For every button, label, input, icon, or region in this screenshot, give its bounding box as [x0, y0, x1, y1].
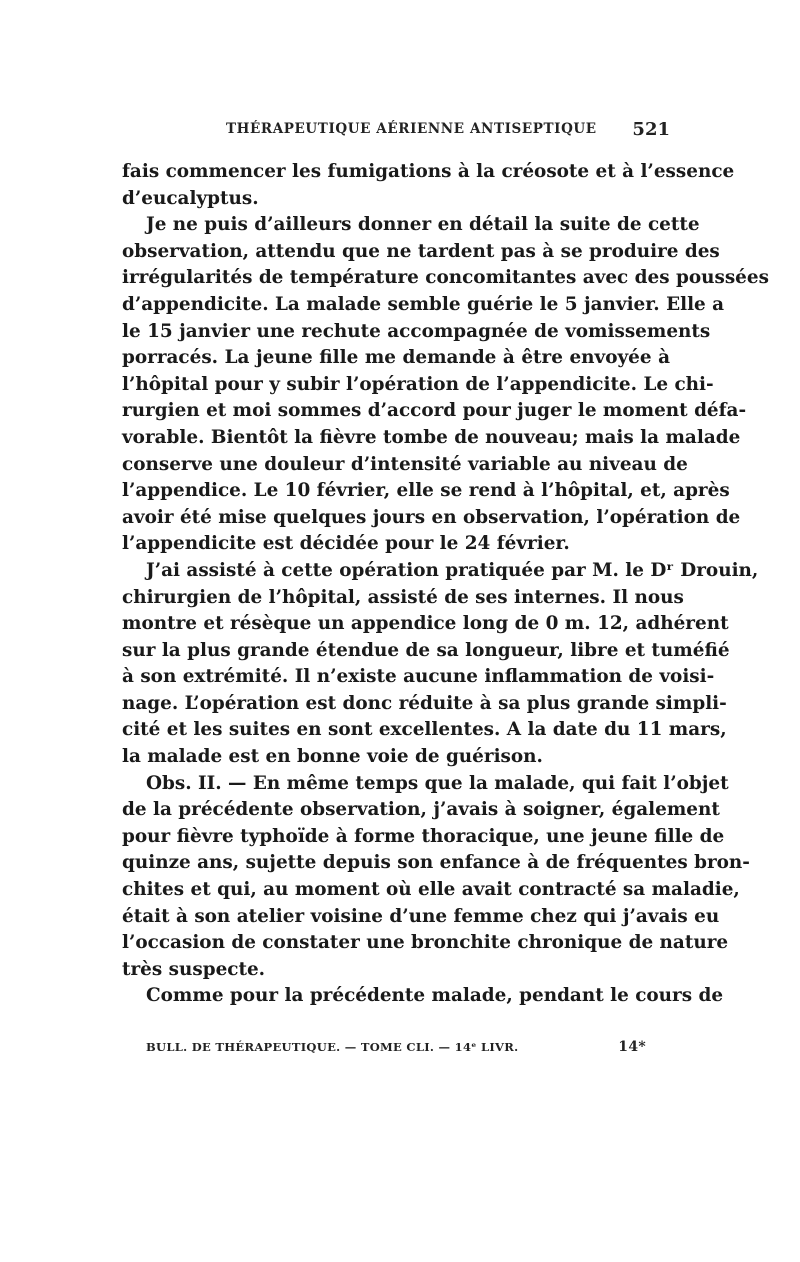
text-line: Obs. II. — En même temps que la malade, qui fait l’objet [146, 772, 729, 794]
text-line: pour fièvre typhoïde à forme thoracique, une jeune fille de [122, 825, 725, 847]
text-line: très suspecte. [122, 958, 266, 980]
text-line: l’occasion de constater une bronchite chronique de nature [122, 932, 729, 954]
text-line: conserve une douleur d’intensité variable au niveau de [122, 453, 688, 475]
footer-signature: BULL. DE THÉRAPEUTIQUE. — TOME CLI. — 14ᵉ LIVR. [146, 1040, 519, 1054]
text-line: était à son atelier voisine d’une femme chez qui j’avais eu [122, 905, 720, 927]
text-line: Je ne puis d’ailleurs donner en détail la suite de cette [146, 214, 700, 236]
text-line: d’eucalyptus. [122, 187, 259, 209]
text-line: de la précédente observation, j’avais à soigner, également [122, 799, 720, 821]
text-line: la malade est en bonne voie de guérison. [122, 746, 543, 768]
text-line: chirurgien de l’hôpital, assisté de ses internes. Il nous [122, 586, 684, 608]
text-line: d’appendicite. La malade semble guérie le 5 janvier. Elle a [122, 293, 725, 315]
text-line: fais commencer les fumigations à la créosote et à l’essence [122, 161, 735, 182]
page-number: 521 [632, 119, 670, 140]
running-title: THÉRAPEUTIQUE AÉRIENNE ANTISEPTIQUE [226, 121, 597, 137]
body-text [122, 159, 769, 1010]
text-line: vorable. Bientôt la fièvre tombe de nouveau; mais la malade [122, 426, 741, 448]
page-footer [146, 1040, 654, 1060]
running-head [122, 121, 670, 145]
text-line: sur la plus grande étendue de sa longueur, libre et tuméfié [122, 639, 730, 661]
text-line: montre et résèque un appendice long de 0 m. 12, adhérent [122, 613, 729, 635]
text-line: quinze ans, sujette depuis son enfance à de fréquentes bron- [122, 852, 750, 874]
text-line: cité et les suites en sont excellentes. A la date du 11 mars, [122, 719, 727, 741]
text-line: Comme pour la précédente malade, pendant le cours de [146, 985, 724, 1007]
text-line: l’hôpital pour y subir l’opération de l’appendicite. Le chi- [122, 373, 714, 395]
text-line: rurgien et moi sommes d’accord pour juger le moment défa- [122, 400, 747, 422]
text-line: porracés. La jeune fille me demande à être envoyée à [122, 347, 670, 369]
text-line: nage. L’opération est donc réduite à sa plus grande simpli- [122, 692, 727, 714]
text-line: irrégularités de température concomitantes avec des poussées [122, 267, 769, 289]
text-line: chites et qui, au moment où elle avait contracté sa maladie, [122, 879, 740, 901]
text-line: observation, attendu que ne tardent pas à se produire des [122, 240, 720, 262]
text-line: l’appendicite est décidée pour le 24 février. [122, 533, 570, 555]
book-page [122, 0, 769, 1262]
text-line: J’ai assisté à cette opération pratiquée par M. le Dʳ Drouin, [146, 559, 759, 581]
text-line: l’appendice. Le 10 février, elle se rend à l’hôpital, et, après [122, 480, 730, 502]
text-line: avoir été mise quelques jours en observation, l’opération de [122, 506, 741, 528]
footer-gathering-mark: 14* [618, 1039, 646, 1055]
text-line: à son extrémité. Il n’existe aucune inflammation de voisi- [122, 666, 715, 688]
text-line: le 15 janvier une rechute accompagnée de vomissements [122, 320, 711, 342]
